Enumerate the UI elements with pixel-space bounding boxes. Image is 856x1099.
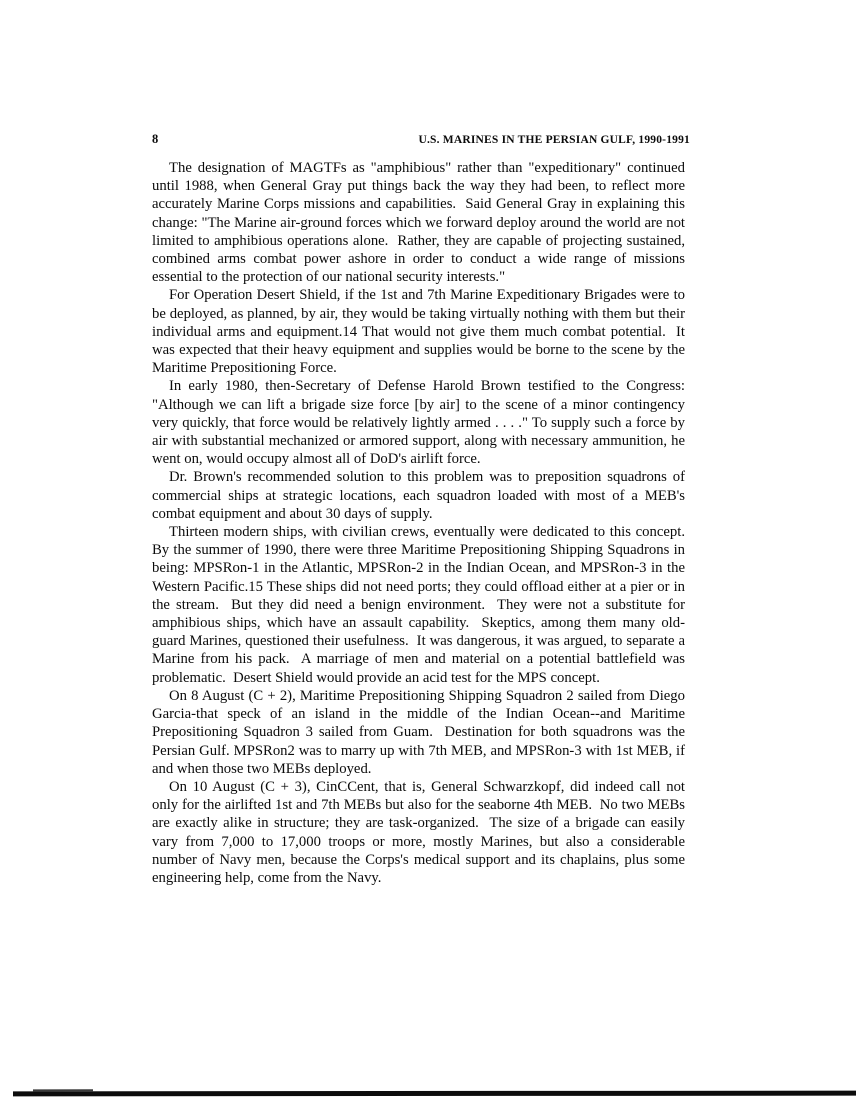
paragraph-harold-brown-testimony: In early 1980, then-Secretary of Defense Harold Brown testified to the Congress: "Although we can lift a brigade size force [by air] to the scene of a minor contingency very quickly, that force would be relatively lightly armed . . . ." To supply such a force by air with substantial mechanized or armored support, along with necessary ammunition, he went on, would occupy almost all of DoD's airlift force. bbox=[152, 378, 689, 468]
paragraph-8-august-sailing: On 8 August (C + 2), Maritime Prepositioning Shipping Squadron 2 sailed from Diego Garcia-that speck of an island in the middle of the Indian Ocean--and Maritime Prepositioning Squadron 3 sailed from Guam. Destination for both squadrons was the Persian Gulf. MPSRon2 was to marry up with 7th MEB, and MPSRon-3 with 1st MEB, if and when those two MEBs deployed. bbox=[152, 687, 689, 777]
paragraph-magtf-designation: The designation of MAGTFs as "amphibious" rather than "expeditionary" continued until 1988, when General Gray put things back the way they had been, to reflect more accurately Marine Corps missions and capabilities. Said General Gray in explaining this change: "The Marine air-ground forces which we forward deploy around the world are not limited to amphibious operations alone. Rather, they are capable of projecting sustained, combined arms combat power ashore in order to conduct a wide range of missions essential to the protection of our national security interests." bbox=[152, 160, 689, 286]
paragraph-preposition-solution: Dr. Brown's recommended solution to this problem was to preposition squadrons of commercial ships at strategic locations, each squadron loaded with most of a MEB's combat equipment and about 30 days of supply. bbox=[152, 469, 689, 522]
scan-artifact-line bbox=[13, 1091, 856, 1097]
paragraph-thirteen-ships: Thirteen modern ships, with civilian crews, eventually were dedicated to this concept. By the summer of 1990, there were three Maritime Prepositioning Shipping Squadrons in being: MPSRon-1 in the Atlantic, MPSRon-2 in the Indian Ocean, and MPSRon-3 in the Western Pacific.15 These ships did not need ports; they could offload either at a pier or in the stream. But they did need a benign environment. They were not a substitute for amphibious ships, which have an assault capability. Skeptics, among them many old-guard Marines, questioned their usefulness. It was dangerous, it was argued, to separate a Marine from his pack. A marriage of men and material on a potential battlefield was problematic. Desert Shield would provide an acid test for the MPS concept. bbox=[152, 524, 693, 686]
page-body bbox=[152, 159, 693, 887]
paragraph-10-august-cinccent: On 10 August (C + 3), CinCCent, that is, General Schwarzkopf, did indeed call not only for the airlifted 1st and 7th MEBs but also for the seaborne 4th MEB. No two MEBs are exactly alike in structure; they are task-organized. The size of a brigade can easily vary from 7,000 to 17,000 troops or more, mostly Marines, but also a considerable number of Navy men, because the Corps's medical support and its chaplains, plus some engineering help, come from the Navy. bbox=[152, 778, 689, 886]
paragraph-desert-shield-deploy: For Operation Desert Shield, if the 1st and 7th Marine Expeditionary Brigades were to be deployed, as planned, by air, they would be taking virtually nothing with them but their individual arms and equipment.14 That would not give them much combat potential. It was expected that their heavy equipment and supplies would be borne to the scene by the Maritime Prepositioning Force. bbox=[152, 287, 689, 377]
running-header-row bbox=[152, 132, 690, 147]
page-number: 8 bbox=[152, 132, 159, 146]
running-header-title: U.S. MARINES IN THE PERSIAN GULF, 1990-1991 bbox=[418, 134, 690, 146]
